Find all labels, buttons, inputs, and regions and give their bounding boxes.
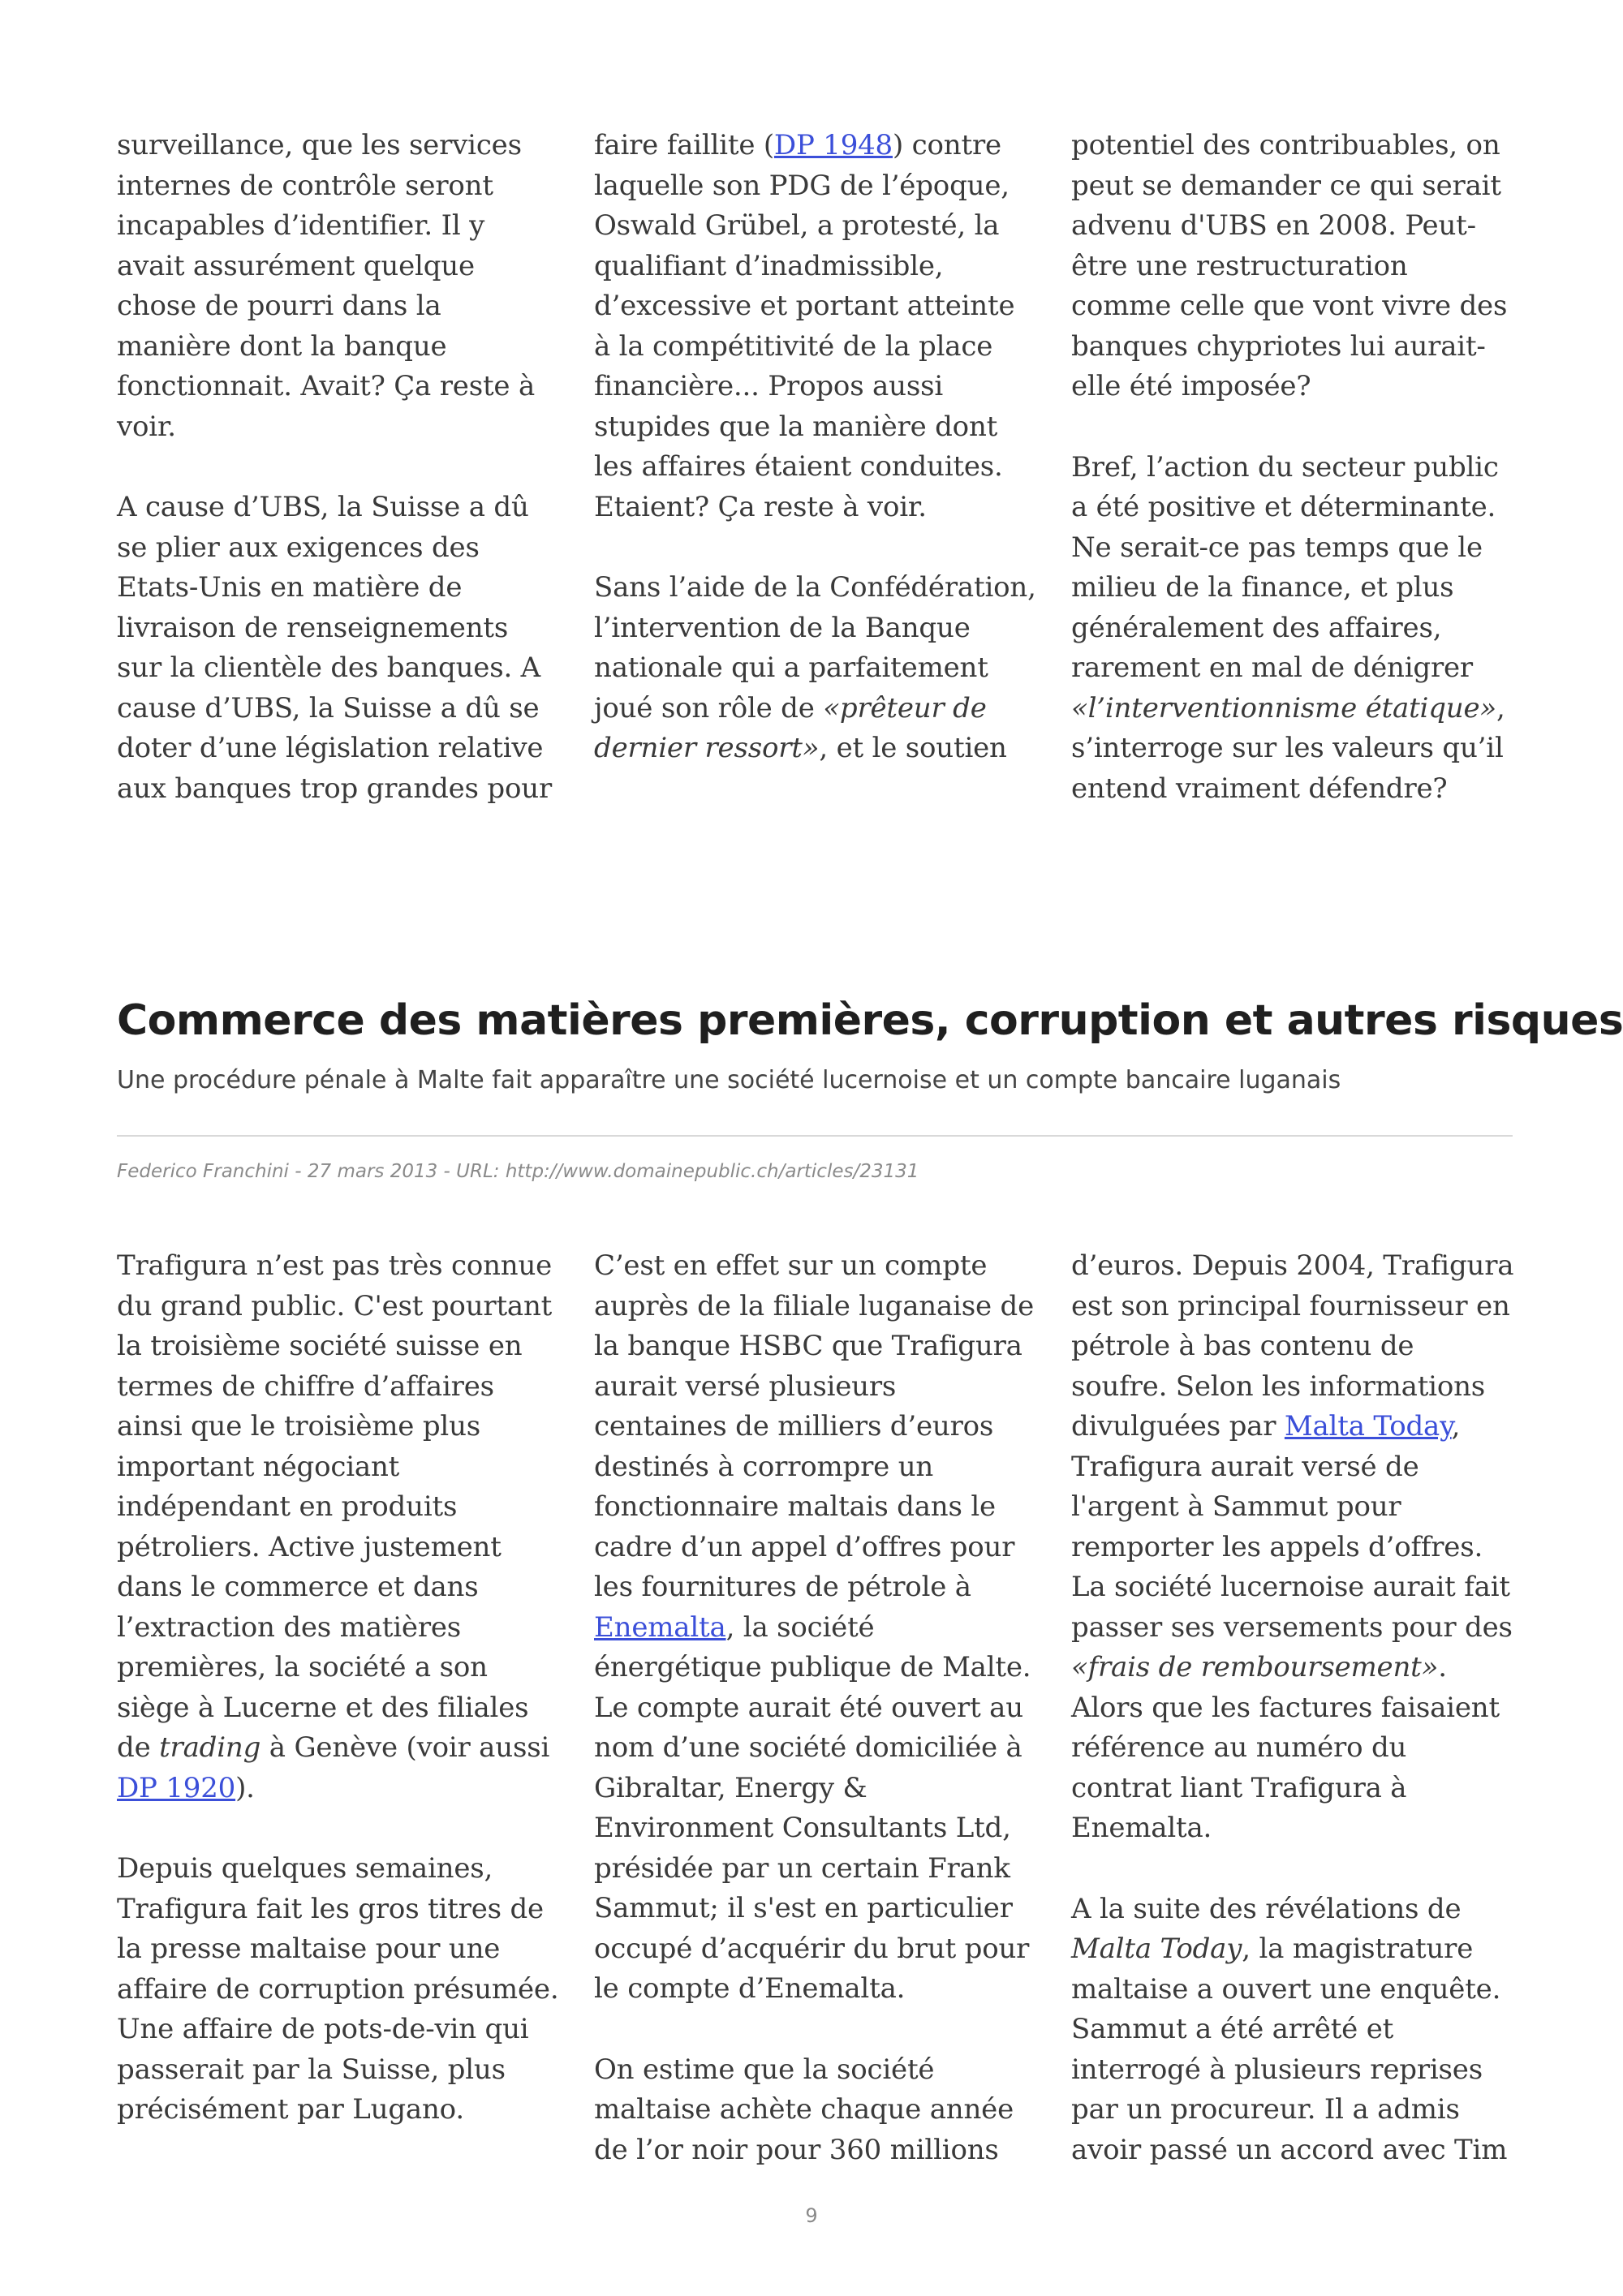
- text-run: ).: [235, 1771, 255, 1804]
- article-title: Commerce des matières premières, corruption et autres risques: [117, 996, 1623, 1045]
- paragraph: [117, 1246, 560, 1808]
- text-run: d’euros. Depuis 2004, Trafigura est son principal fournisseur en pétrole à bas contenu de soufre. Selon les informations divulguées par: [1071, 1249, 1514, 1443]
- text-run: . Alors que les factures faisaient référence au numéro du contrat liant Trafigura à Enemalta.: [1071, 1651, 1500, 1844]
- paragraph: [1071, 1246, 1514, 1849]
- text-run: à Genève (voir aussi: [260, 1731, 550, 1764]
- paragraph: surveillance, que les services internes de contrôle seront incapables d’identifier. Il y avait assurément quelque chose de pourri dans la manière dont la banque fonctionnait. Avait? Ça reste à voir.: [117, 129, 536, 443]
- malta-today-link[interactable]: Malta Today: [1284, 1410, 1452, 1443]
- trading-emphasis: trading: [159, 1731, 261, 1764]
- dp-1920-link[interactable]: DP 1920: [117, 1771, 236, 1804]
- text-run: , la magistrature maltaise a ouvert une enquête. Sammut a été arrêté et interrogé à plusieurs reprises par un procureur. Il a admis avoir passé un accord avec Tim: [1071, 1933, 1508, 2166]
- paragraph: [1071, 1890, 1514, 2171]
- paragraph: On estime que la société maltaise achète chaque année de l’or noir pour 360 millions: [594, 2053, 1014, 2166]
- paragraph: [1071, 448, 1514, 810]
- column-2: [594, 1246, 1037, 2170]
- text-run: ) contre laquelle son PDG de l’époque, Oswald Grübel, a protesté, la qualifiant d’inadmissible, d’excessive et portant atteinte à la compétitivité de la place financière... Propos aussi stupides que la manière dont les affaires étaient conduites. Etaient? Ça reste à voir.: [594, 129, 1015, 523]
- text-run: Trafigura n’est pas très connue du grand public. C'est pourtant la troisième société suisse en termes de chiffre d’affaires ainsi que le troisième plus important négociant indépendant en produits pétroliers. Active justement dans le commerce et dans l’extraction des matières premières, la société a son siège à Lucerne et des filiales de: [117, 1249, 553, 1764]
- article-meta: Federico Franchini - 27 mars 2013 - URL: http://www.domainepublic.ch/articles/23131: [117, 1161, 919, 1182]
- dp-1948-link[interactable]: DP 1948: [773, 129, 893, 161]
- malta-today-emphasis: Malta Today: [1071, 1933, 1242, 1965]
- quote-emphasis: «prêteur de dernier ressort»: [594, 691, 987, 764]
- quote-emphasis: «l’interventionnisme étatique»: [1071, 691, 1496, 724]
- text-run: , et le soutien: [819, 732, 1007, 764]
- paragraph: [594, 568, 1037, 769]
- text-run: , Trafigura aurait versé de l'argent à Sammut pour remporter les appels d’offres. La société lucernoise aurait fait passer ses versements pour des: [1071, 1410, 1513, 1644]
- header-divider: [117, 1135, 1513, 1137]
- previous-article-continuation: [117, 126, 1513, 809]
- article-subtitle: Une procédure pénale à Malte fait apparaître une société lucernoise et un compte bancaire luganais: [117, 1066, 1341, 1094]
- enemalta-link[interactable]: Enemalta: [594, 1610, 726, 1644]
- text-run: C’est en effet sur un compte auprès de la filiale luganaise de la banque HSBC que Trafigura aurait versé plusieurs centaines de milliers d’euros destinés à corrompre un fonctionnaire maltais dans le cadre d’un appel d’offres pour les fournitures de pétrole à: [594, 1249, 1034, 1603]
- text-run: , la société énergétique publique de Malte. Le compte aurait été ouvert au nom d’une société domiciliée à Gibraltar, Energy & Environment Consultants Ltd, présidée par un certain Frank Sammut; il s'est en particulier occupé d’acquérir du brut pour le compte d’Enemalta.: [594, 1610, 1031, 2005]
- text-run: Bref, l’action du secteur public a été positive et déterminante. Ne serait-ce pas temps que le milieu de la finance, et plus généralement des affaires, rarement en mal de dénigrer: [1071, 450, 1499, 684]
- column-3: [1071, 126, 1514, 809]
- paragraph: [594, 126, 1037, 527]
- column-1: [117, 1246, 560, 2170]
- paragraph: [594, 1246, 1037, 2010]
- column-2: [594, 126, 1037, 809]
- text-run: Sans l’aide de la Confédération, l’intervention de la Banque nationale qui a parfaitement joué son rôle de: [594, 571, 1036, 724]
- column-3: [1071, 1246, 1514, 2170]
- text-run: faire faillite (: [594, 129, 774, 161]
- page-number: 9: [805, 2204, 818, 2227]
- paragraph: A cause d’UBS, la Suisse a dû se plier aux exigences des Etats-Unis en matière de livraison de renseignements sur la clientèle des banques. A cause d’UBS, la Suisse a dû se doter d’une législation relative aux banques trop grandes pour: [117, 491, 552, 805]
- quote-emphasis: «frais de remboursement»: [1071, 1651, 1439, 1683]
- text-run: , s’interroge sur les valeurs qu’il entend vraiment défendre?: [1071, 691, 1505, 805]
- text-run: A la suite des révélations de: [1071, 1892, 1462, 1925]
- paragraph: potentiel des contribuables, on peut se demander ce qui serait advenu d'UBS en 2008. Peut-être une restructuration comme celle que vont vivre des banques chypriotes lui aurait-elle été imposée?: [1071, 129, 1508, 402]
- column-1: [117, 126, 560, 809]
- paragraph: Depuis quelques semaines, Trafigura fait les gros titres de la presse maltaise pour une affaire de corruption présumée. Une affaire de pots-de-vin qui passerait par la Suisse, plus précisément par Lugano.: [117, 1852, 559, 2126]
- article-body: [117, 1246, 1513, 2170]
